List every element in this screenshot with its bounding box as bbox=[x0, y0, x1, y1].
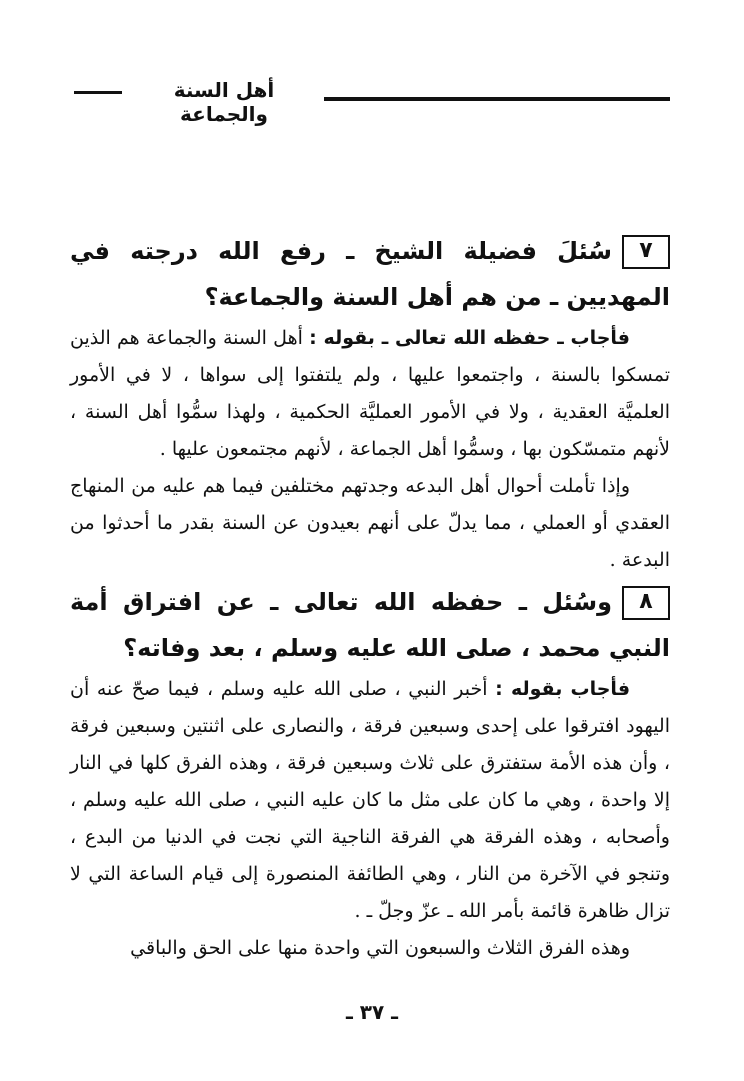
answer-7 bbox=[70, 320, 670, 468]
question-number-7: ٧ bbox=[622, 235, 670, 269]
answer-8-lead: فأجاب بقوله : bbox=[495, 678, 631, 700]
question-8 bbox=[70, 579, 670, 671]
question-8-text: وسُئل ـ حفظه الله تعالى ـ عن افتراق أمة النبي محمد ، صلى الله عليه وسلم ، بعد وفاته؟ bbox=[70, 588, 670, 662]
question-7-text: سُئلَ فضيلة الشيخ ـ رفع الله درجته في المهديين ـ من هم أهل السنة والجماعة؟ bbox=[70, 237, 670, 311]
running-header bbox=[74, 78, 670, 126]
answer-8-text: أخبر النبي ، صلى الله عليه وسلم ، فيما صحّ عنه أن اليهود افترقوا على إحدى وسبعين فرقة ، والنصارى على اثنتين وسبعين فرقة ، وأن هذه الأمة ستفترق على ثلاث وسبعين فرقة ، وهذه الفرق كلها في النار إلا واحدة ، وهي ما كان على مثل ما كان عليه النبي ، صلى الله عليه وسلم ، وأصحابه ، وهذه الفرقة هي الفرقة الناجية التي نجت في الدنيا من البدع ، وتنجو في الآخرة من النار ، وهي الطائفة المنصورة إلى قيام الساعة التي لا تزال ظاهرة قائمة بأمر الله ـ عزّ وجلّ ـ . bbox=[70, 678, 671, 922]
question-number-8: ٨ bbox=[622, 586, 670, 620]
header-rule-short bbox=[74, 91, 122, 94]
question-7 bbox=[70, 228, 670, 320]
header-title: أهل السنة والجماعة bbox=[173, 78, 275, 126]
answer-8 bbox=[70, 671, 670, 930]
answer-7-paragraph-2: وإذا تأملت أحوال أهل البدعه وجدتهم مختلفين فيما هم عليه من المنهاج العقدي أو العملي ، مما يدلّ على أنهم بعيدون عن السنة بقدر ما أحدثوا من البدعة . bbox=[70, 475, 670, 571]
answer-7-text: أهل السنة والجماعة هم الذين تمسكوا بالسنة ، واجتمعوا عليها ، ولم يلتفتوا إلى سواها ، لا في الأمور العلميَّة العقدية ، ولا في الأمور العمليَّة الحكمية ، ولهذا سمُّوا أهل السنة ، لأنهم متمسّكون بها ، وسمُّوا أهل الجماعة ، لأنهم مجتمعون عليها . bbox=[70, 327, 670, 460]
answer-7-lead: فأجاب ـ حفظه الله تعالى ـ بقوله : bbox=[309, 327, 631, 349]
page-number: ـ ٣٧ ـ bbox=[345, 1000, 399, 1024]
answer-8-paragraph-2: وهذه الفرق الثلاث والسبعون التي واحدة منها على الحق والباقي bbox=[130, 937, 630, 959]
header-rule-long bbox=[324, 97, 670, 101]
page-body bbox=[70, 228, 670, 967]
